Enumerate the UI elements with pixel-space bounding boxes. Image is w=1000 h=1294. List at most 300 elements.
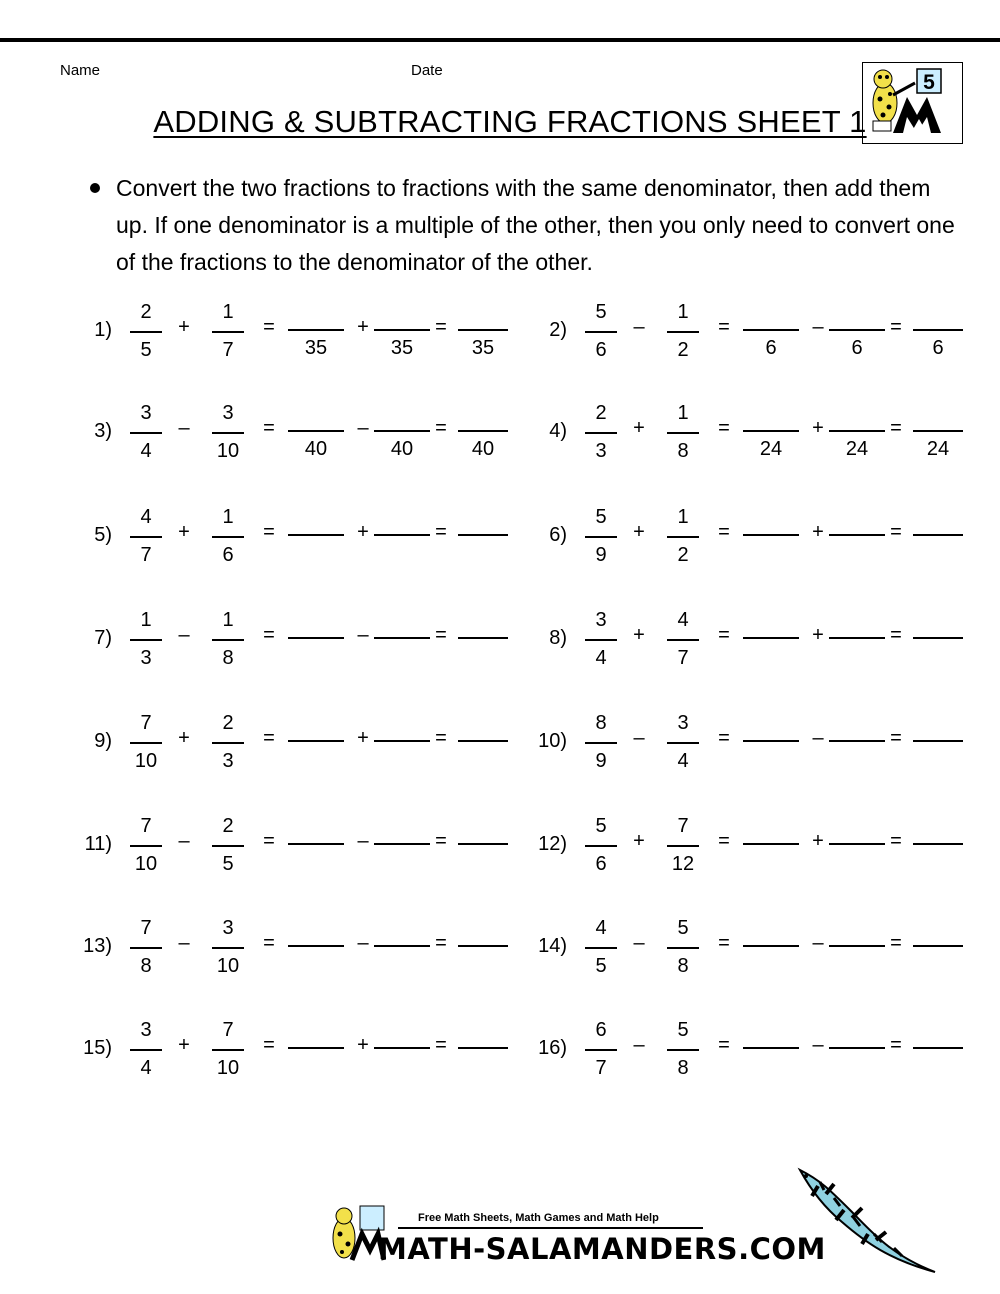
numerator: 1 (140, 609, 152, 631)
denominator: 6 (222, 544, 234, 566)
answer-blank (913, 637, 963, 645)
answer-line[interactable] (829, 945, 885, 947)
answer-denominator: 40 (304, 438, 328, 460)
answer-line[interactable] (829, 843, 885, 845)
denominator: 3 (222, 750, 234, 772)
answer-blank (374, 637, 430, 645)
denominator: 8 (140, 955, 152, 977)
answer-blank (374, 843, 430, 851)
equals-sign: = (718, 521, 730, 543)
operator: + (633, 417, 645, 439)
answer-blank (743, 430, 799, 461)
equals-sign: = (435, 316, 447, 338)
denominator: 6 (595, 339, 607, 361)
fraction-bar (585, 947, 617, 949)
fraction-bar (130, 1049, 162, 1051)
operator: – (633, 932, 645, 954)
fraction-second (208, 816, 248, 878)
fraction-first (581, 610, 621, 672)
answer-line[interactable] (458, 740, 508, 742)
denominator: 8 (677, 955, 689, 977)
answer-blank (829, 740, 885, 748)
numerator: 3 (677, 712, 689, 734)
answer-line[interactable] (913, 1047, 963, 1049)
fraction-second (663, 507, 703, 569)
answer-line[interactable] (374, 534, 430, 536)
operator: + (633, 624, 645, 646)
footer-brand: MATH-SALAMANDERS.COM (378, 1232, 826, 1266)
grade-badge: 5 (923, 71, 935, 94)
answer-line[interactable] (913, 534, 963, 536)
fraction-bar (585, 1049, 617, 1051)
fraction-bar (585, 432, 617, 434)
question-number: 1) (94, 319, 112, 341)
answer-line[interactable] (458, 637, 508, 639)
fraction-second (663, 1020, 703, 1082)
fraction-second (208, 918, 248, 980)
denominator: 5 (222, 853, 234, 875)
denominator: 10 (216, 1057, 240, 1079)
denominator: 3 (595, 440, 607, 462)
numerator: 7 (140, 917, 152, 939)
salamander-logo-icon (326, 1204, 386, 1266)
fraction-second (663, 610, 703, 672)
answer-blank (913, 740, 963, 748)
fraction-first (126, 403, 166, 465)
fraction-first (581, 816, 621, 878)
denominator: 7 (140, 544, 152, 566)
answer-blank (743, 329, 799, 360)
fraction-bar (667, 1049, 699, 1051)
fraction-second (663, 302, 703, 364)
operator: – (812, 1034, 824, 1056)
fraction-second (663, 816, 703, 878)
answer-denominator: 6 (765, 337, 777, 359)
answer-blank (743, 740, 799, 748)
answer-line[interactable] (743, 945, 799, 947)
date-label: Date (411, 62, 443, 79)
denominator: 8 (222, 647, 234, 669)
fraction-first (581, 507, 621, 569)
fraction-bar (130, 947, 162, 949)
equals-sign: = (890, 1034, 902, 1056)
fraction-second (663, 713, 703, 775)
numerator: 2 (595, 402, 607, 424)
operator: – (357, 417, 369, 439)
question-number: 14) (538, 935, 567, 957)
answer-line[interactable] (743, 329, 799, 331)
answer-blank (458, 534, 508, 542)
top-rule (0, 38, 1000, 42)
fraction-bar (130, 536, 162, 538)
answer-blank (829, 329, 885, 360)
denominator: 10 (134, 853, 158, 875)
numerator: 1 (677, 402, 689, 424)
equals-sign: = (890, 932, 902, 954)
answer-blank (829, 1047, 885, 1055)
equals-sign: = (435, 1034, 447, 1056)
answer-blank (829, 843, 885, 851)
fraction-bar (212, 432, 244, 434)
question-number: 7) (94, 627, 112, 649)
fraction-bar (667, 845, 699, 847)
equals-sign: = (890, 624, 902, 646)
denominator: 7 (595, 1057, 607, 1079)
equals-sign: = (718, 830, 730, 852)
denominator: 8 (677, 440, 689, 462)
answer-blank (288, 843, 344, 851)
numerator: 5 (677, 1019, 689, 1041)
question-number: 6) (549, 524, 567, 546)
equals-sign: = (718, 417, 730, 439)
fraction-bar (585, 331, 617, 333)
operator: – (357, 830, 369, 852)
question-number: 13) (83, 935, 112, 957)
question-number: 16) (538, 1037, 567, 1059)
operator: + (357, 521, 369, 543)
operator: + (357, 1034, 369, 1056)
answer-blank (288, 1047, 344, 1055)
answer-line[interactable] (374, 329, 430, 331)
answer-line[interactable] (288, 637, 344, 639)
answer-line[interactable] (743, 843, 799, 845)
answer-line[interactable] (288, 1047, 344, 1049)
answer-blank (374, 329, 430, 360)
denominator: 6 (595, 853, 607, 875)
answer-line[interactable] (458, 430, 508, 432)
operator: + (812, 417, 824, 439)
answer-blank (288, 637, 344, 645)
fraction-bar (130, 845, 162, 847)
answer-line[interactable] (288, 843, 344, 845)
fraction-bar (212, 947, 244, 949)
fraction-bar (667, 536, 699, 538)
fraction-second (208, 713, 248, 775)
denominator: 9 (595, 544, 607, 566)
fraction-bar (667, 639, 699, 641)
fraction-bar (212, 845, 244, 847)
answer-blank (458, 843, 508, 851)
answer-blank (829, 637, 885, 645)
operator: + (812, 830, 824, 852)
answer-blank (374, 430, 430, 461)
answer-line[interactable] (829, 534, 885, 536)
operator: – (178, 932, 190, 954)
operator: – (633, 316, 645, 338)
numerator: 6 (595, 1019, 607, 1041)
answer-line[interactable] (458, 843, 508, 845)
answer-blank (288, 430, 344, 461)
answer-blank (458, 430, 508, 461)
numerator: 2 (222, 815, 234, 837)
fraction-bar (212, 742, 244, 744)
denominator: 4 (140, 1057, 152, 1079)
answer-denominator: 40 (390, 438, 414, 460)
fraction-second (663, 403, 703, 465)
equals-sign: = (890, 727, 902, 749)
equals-sign: = (435, 727, 447, 749)
answer-blank (829, 534, 885, 542)
fraction-bar (667, 432, 699, 434)
answer-line[interactable] (374, 945, 430, 947)
answer-line[interactable] (374, 430, 430, 432)
equals-sign: = (718, 1034, 730, 1056)
operator: – (178, 830, 190, 852)
operator: – (178, 417, 190, 439)
numerator: 2 (222, 712, 234, 734)
equals-sign: = (435, 932, 447, 954)
fraction-bar (212, 536, 244, 538)
instructions: Convert the two fractions to fractions with the same denominator, then add them up. If one denominator is a multiple of the other, then you only need to convert one of the fractions to the denominator of the other. (116, 175, 955, 275)
answer-line[interactable] (743, 637, 799, 639)
denominator: 12 (671, 853, 695, 875)
numerator: 7 (222, 1019, 234, 1041)
answer-line[interactable] (458, 1047, 508, 1049)
operator: – (812, 316, 824, 338)
answer-line[interactable] (374, 1047, 430, 1049)
denominator: 9 (595, 750, 607, 772)
answer-denominator: 24 (845, 438, 869, 460)
fraction-bar (130, 742, 162, 744)
fraction-bar (130, 331, 162, 333)
denominator: 10 (216, 440, 240, 462)
answer-blank (458, 740, 508, 748)
denominator: 7 (222, 339, 234, 361)
answer-blank (374, 945, 430, 953)
denominator: 10 (216, 955, 240, 977)
answer-line[interactable] (913, 637, 963, 639)
fraction-first (126, 610, 166, 672)
fraction-first (126, 302, 166, 364)
fraction-first (126, 816, 166, 878)
answer-blank (913, 945, 963, 953)
numerator: 4 (677, 609, 689, 631)
answer-line[interactable] (458, 945, 508, 947)
denominator: 5 (595, 955, 607, 977)
fraction-second (208, 610, 248, 672)
answer-line[interactable] (829, 1047, 885, 1049)
fraction-bar (667, 742, 699, 744)
answer-blank (913, 534, 963, 542)
answer-line[interactable] (458, 534, 508, 536)
answer-line[interactable] (743, 1047, 799, 1049)
answer-blank (374, 1047, 430, 1055)
numerator: 3 (595, 609, 607, 631)
fraction-bar (667, 331, 699, 333)
numerator: 7 (140, 815, 152, 837)
operator: + (633, 521, 645, 543)
question-number: 11) (84, 833, 112, 855)
fraction-bar (585, 536, 617, 538)
answer-blank (458, 945, 508, 953)
answer-line[interactable] (743, 534, 799, 536)
equals-sign: = (435, 521, 447, 543)
answer-blank (913, 430, 963, 461)
equals-sign: = (263, 1034, 275, 1056)
answer-line[interactable] (913, 740, 963, 742)
denominator: 4 (595, 647, 607, 669)
question-number: 2) (549, 319, 567, 341)
name-label: Name (60, 62, 101, 79)
fraction-first (581, 918, 621, 980)
answer-denominator: 6 (851, 337, 863, 359)
fraction-bar (667, 947, 699, 949)
footer-tagline: Free Math Sheets, Math Games and Math Help (418, 1212, 659, 1224)
operator: – (633, 727, 645, 749)
answer-line[interactable] (288, 430, 344, 432)
fraction-second (208, 507, 248, 569)
answer-line[interactable] (288, 329, 344, 331)
question-number: 3) (94, 420, 112, 442)
question-number: 15) (83, 1037, 112, 1059)
numerator: 2 (140, 301, 152, 323)
answer-blank (743, 1047, 799, 1055)
fraction-bar (130, 639, 162, 641)
denominator: 3 (140, 647, 152, 669)
answer-denominator: 24 (926, 438, 950, 460)
question-number: 9) (94, 730, 112, 752)
fraction-first (126, 713, 166, 775)
answer-line[interactable] (288, 534, 344, 536)
answer-blank (913, 843, 963, 851)
answer-line[interactable] (458, 329, 508, 331)
equals-sign: = (718, 932, 730, 954)
equals-sign: = (263, 932, 275, 954)
answer-blank (288, 329, 344, 360)
fraction-first (581, 302, 621, 364)
numerator: 1 (677, 506, 689, 528)
answer-line[interactable] (913, 945, 963, 947)
equals-sign: = (435, 830, 447, 852)
numerator: 1 (222, 609, 234, 631)
equals-sign: = (890, 521, 902, 543)
answer-blank (743, 945, 799, 953)
operator: – (633, 1034, 645, 1056)
answer-blank (458, 637, 508, 645)
answer-denominator: 35 (390, 337, 414, 359)
answer-blank (374, 740, 430, 748)
operator: + (178, 727, 190, 749)
numerator: 5 (595, 815, 607, 837)
answer-blank (743, 637, 799, 645)
answer-line[interactable] (913, 430, 963, 432)
answer-line[interactable] (288, 945, 344, 947)
fraction-first (581, 1020, 621, 1082)
equals-sign: = (890, 316, 902, 338)
question-number: 5) (94, 524, 112, 546)
numerator: 1 (222, 301, 234, 323)
fraction-bar (585, 742, 617, 744)
fraction-first (126, 1020, 166, 1082)
fraction-first (126, 507, 166, 569)
operator: + (178, 521, 190, 543)
fraction-second (663, 918, 703, 980)
denominator: 4 (677, 750, 689, 772)
fraction-second (208, 403, 248, 465)
numerator: 8 (595, 712, 607, 734)
numerator: 3 (222, 917, 234, 939)
equals-sign: = (263, 417, 275, 439)
numerator: 5 (677, 917, 689, 939)
answer-line[interactable] (288, 740, 344, 742)
answer-blank (288, 945, 344, 953)
denominator: 5 (140, 339, 152, 361)
numerator: 3 (140, 402, 152, 424)
fraction-bar (212, 331, 244, 333)
operator: + (812, 521, 824, 543)
fraction-bar (130, 432, 162, 434)
numerator: 1 (677, 301, 689, 323)
answer-denominator: 35 (471, 337, 495, 359)
operator: + (178, 316, 190, 338)
answer-line[interactable] (374, 637, 430, 639)
fraction-first (581, 403, 621, 465)
bullet-icon (90, 183, 100, 193)
question-number: 8) (549, 627, 567, 649)
numerator: 5 (595, 506, 607, 528)
fraction-bar (212, 1049, 244, 1051)
fraction-second (208, 302, 248, 364)
answer-blank (829, 945, 885, 953)
answer-line[interactable] (374, 740, 430, 742)
denominator: 4 (140, 440, 152, 462)
equals-sign: = (718, 316, 730, 338)
answer-blank (288, 740, 344, 748)
equals-sign: = (718, 727, 730, 749)
numerator: 4 (595, 917, 607, 939)
footer-rule (398, 1227, 703, 1229)
answer-denominator: 6 (932, 337, 944, 359)
operator: – (178, 624, 190, 646)
equals-sign: = (435, 624, 447, 646)
answer-line[interactable] (743, 740, 799, 742)
answer-blank (913, 329, 963, 360)
equals-sign: = (263, 624, 275, 646)
numerator: 7 (140, 712, 152, 734)
answer-blank (458, 1047, 508, 1055)
answer-blank (288, 534, 344, 542)
equals-sign: = (718, 624, 730, 646)
equals-sign: = (890, 830, 902, 852)
answer-line[interactable] (743, 430, 799, 432)
fraction-bar (585, 845, 617, 847)
denominator: 2 (677, 339, 689, 361)
fraction-first (126, 918, 166, 980)
answer-blank (458, 329, 508, 360)
fraction-second (208, 1020, 248, 1082)
answer-line[interactable] (829, 637, 885, 639)
operator: + (357, 727, 369, 749)
answer-line[interactable] (829, 740, 885, 742)
answer-blank (743, 843, 799, 851)
numerator: 1 (222, 506, 234, 528)
operator: + (178, 1034, 190, 1056)
denominator: 8 (677, 1057, 689, 1079)
operator: – (357, 624, 369, 646)
answer-line[interactable] (829, 329, 885, 331)
answer-line[interactable] (829, 430, 885, 432)
question-number: 12) (538, 833, 567, 855)
denominator: 10 (134, 750, 158, 772)
equals-sign: = (890, 417, 902, 439)
answer-blank (374, 534, 430, 542)
answer-line[interactable] (913, 843, 963, 845)
fraction-bar (212, 639, 244, 641)
answer-line[interactable] (913, 329, 963, 331)
answer-line[interactable] (374, 843, 430, 845)
numerator: 5 (595, 301, 607, 323)
answer-blank (913, 1047, 963, 1055)
